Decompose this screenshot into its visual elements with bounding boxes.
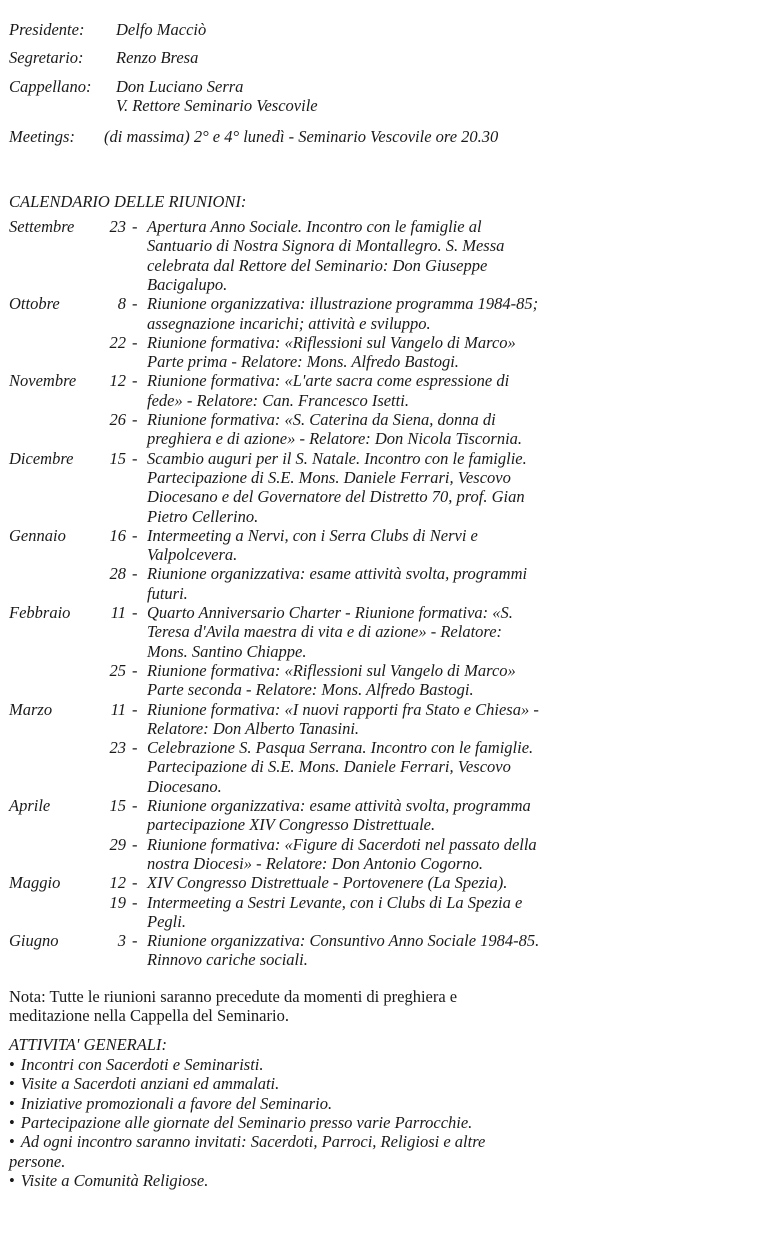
calendar-dash: - [132, 603, 138, 622]
calendar-day: 3 [117, 931, 126, 951]
calendar-month: Novembre [9, 371, 77, 391]
calendar-day: 25 [109, 660, 126, 680]
calendar-description-line: Santuario di Nostra Signora di Montallegro. S. Messa [147, 236, 505, 256]
activity-item [9, 1094, 749, 1113]
calendar-month: Settembre [9, 217, 75, 236]
calendar-description-line: Intermeeting a Sestri Levante, con i Clubs di La Spezia e [147, 892, 523, 912]
calendar-day: 26 [109, 410, 126, 429]
calendar-dash: - [132, 796, 138, 815]
calendar-dash: - [132, 873, 138, 893]
calendar-dash: - [132, 834, 138, 854]
calendar-description-line: Pietro Cellerino. [147, 506, 259, 526]
calendar-description-line: Apertura Anno Sociale. Incontro con le famiglie al [147, 217, 482, 236]
calendar-description-line: Diocesano e del Governatore del Distretto 70, prof. Gian [147, 487, 525, 507]
activity-item [9, 1113, 749, 1132]
activity-text: Ad ogni incontro saranno invitati: Sacerdoti, Parroci, Religiosi e altre [20, 1132, 486, 1152]
calendar-description-line: Mons. Santino Chiappe. [147, 641, 307, 661]
calendar-description-line: XIV Congresso Distrettuale - Portovenere (La Spezia). [147, 873, 508, 893]
calendar-description-line: Parte seconda - Relatore: Mons. Alfredo Bastogi. [147, 680, 474, 700]
bullet-icon: • [9, 1093, 15, 1113]
calendar-description-line: Teresa d'Avila maestra di vita e di azione» - Relatore: [147, 622, 503, 642]
activity-text: Visite a Comunità Religiose. [20, 1170, 209, 1190]
calendar-description-line: Relatore: Don Alberto Tanasini. [147, 718, 360, 738]
calendar-dash: - [132, 892, 138, 912]
calendar-month: Maggio [9, 873, 61, 893]
calendar-description-line: nostra Diocesi» - Relatore: Don Antonio Cogorno. [147, 853, 483, 873]
calendar-description-line: Riunione organizzativa: esame attività svolta, programma [147, 796, 531, 815]
calendar-month: Febbraio [9, 603, 71, 622]
note-line-1: Nota: Tutte le riunioni saranno precedute da momenti di preghiera e [9, 987, 458, 1006]
calendar-dash: - [132, 699, 138, 719]
calendar-description-line: Scambio auguri per il S. Natale. Incontro con le famiglie. [147, 448, 527, 468]
calendar-description-line: preghiera e di azione» - Relatore: Don Nicola Tiscornia. [147, 429, 523, 449]
calendar-description-line: assegnazione incarichi; attività e sviluppo. [147, 313, 431, 333]
bullet-icon: • [9, 1074, 15, 1094]
presidente-value: Delfo Macciò [116, 20, 207, 39]
calendar-description-line: Riunione formativa: «I nuovi rapporti fra Stato e Chiesa» - [147, 699, 539, 719]
calendar-day: 12 [109, 873, 126, 893]
calendar-description-line: Riunione formativa: «L'arte sacra come espressione di [147, 371, 510, 391]
calendar-day: 16 [109, 525, 126, 545]
calendar-day: 15 [109, 796, 126, 815]
calendar-description-line: Riunione formativa: «Riflessioni sul Vangelo di Marco» [147, 332, 516, 352]
calendar-day: 23 [109, 738, 126, 758]
calendar-day: 8 [117, 294, 126, 314]
calendar-description-line: partecipazione XIV Congresso Distrettuale. [147, 815, 436, 835]
cappellano-title: V. Rettore Seminario Vescovile [116, 96, 318, 115]
cappellano-value: Don Luciano Serra [116, 77, 244, 96]
calendar-day: 11 [110, 603, 126, 622]
activity-item [9, 1074, 749, 1093]
calendar-description-line: Parte prima - Relatore: Mons. Alfredo Bastogi. [147, 352, 459, 372]
calendar-description-line: celebrata dal Rettore del Seminario: Don Giuseppe [147, 255, 488, 275]
calendar-description-line: Riunione formativa: «S. Caterina da Siena, donna di [147, 410, 496, 429]
bullet-icon: • [9, 1170, 15, 1190]
activity-item [9, 1055, 749, 1074]
calendar-dash: - [132, 294, 138, 314]
calendar-month: Dicembre [9, 448, 74, 468]
activity-text: Incontri con Sacerdoti e Seminaristi. [20, 1055, 264, 1074]
calendar-dash: - [132, 217, 138, 236]
calendar-description-line: Pegli. [147, 911, 186, 931]
calendar-description-line: Diocesano. [147, 776, 222, 796]
calendar-day: 19 [109, 892, 126, 912]
activity-item [9, 1152, 749, 1171]
activities-title: ATTIVITA' GENERALI: [9, 1035, 167, 1054]
calendar-description-line: Quarto Anniversario Charter - Riunione formativa: «S. [147, 603, 513, 622]
bullet-icon: • [9, 1112, 15, 1132]
calendar-day: 12 [109, 371, 126, 391]
calendar-description-line: Riunione formativa: «Riflessioni sul Vangelo di Marco» [147, 660, 516, 680]
cappellano-label: Cappellano: [9, 77, 92, 96]
calendar-month: Gennaio [9, 525, 66, 545]
calendar-dash: - [132, 931, 138, 951]
calendar-dash: - [132, 660, 138, 680]
segretario-value: Renzo Bresa [116, 48, 199, 67]
calendar-description-line: Celebrazione S. Pasqua Serrana. Incontro con le famiglie. [147, 738, 534, 758]
calendar-dash: - [132, 738, 138, 758]
calendar-month: Ottobre [9, 294, 60, 314]
calendar-dash: - [132, 332, 138, 352]
activity-text: Visite a Sacerdoti anziani ed ammalati. [20, 1074, 280, 1094]
calendar-month: Aprile [9, 796, 51, 815]
calendar-description-line: Valpolcevera. [147, 545, 238, 565]
calendar-description-line: Partecipazione di S.E. Mons. Daniele Ferrari, Vescovo [147, 757, 511, 777]
calendar-description-line: Bacigalupo. [147, 274, 228, 294]
calendar-description-line: Riunione organizzativa: illustrazione programma 1984-85; [147, 294, 539, 314]
meetings-value: (di massima) 2° e 4° lunedì - Seminario Vescovile ore 20.30 [104, 127, 499, 146]
activity-text: persone. [9, 1151, 66, 1171]
calendar-description-line: Rinnovo cariche sociali. [147, 950, 308, 970]
calendar-month: Giugno [9, 931, 59, 951]
calendar-description-line: Riunione organizzativa: esame attività svolta, programmi [147, 564, 528, 584]
calendar-day: 15 [109, 448, 126, 468]
bullet-icon: • [9, 1055, 15, 1074]
calendar-description-line: Partecipazione di S.E. Mons. Daniele Ferrari, Vescovo [147, 467, 511, 487]
calendar-description-line: Intermeeting a Nervi, con i Serra Clubs di Nervi e [147, 525, 478, 545]
calendar-dash: - [132, 448, 138, 468]
activity-item [9, 1171, 749, 1190]
calendar-description-line: futuri. [147, 583, 188, 603]
calendar-dash: - [132, 371, 138, 391]
note-line-2: meditazione nella Cappella del Seminario. [9, 1006, 289, 1025]
calendar-day: 23 [109, 217, 126, 236]
calendar-day: 28 [109, 564, 126, 584]
calendar-description-line: fede» - Relatore: Can. Francesco Isetti. [147, 390, 409, 410]
calendar-day: 11 [110, 699, 126, 719]
calendar-description-line: Riunione organizzativa: Consuntivo Anno Sociale 1984-85. [147, 931, 540, 951]
calendar-dash: - [132, 564, 138, 584]
segretario-label: Segretario: [9, 48, 84, 67]
activity-text: Partecipazione alle giornate del Seminario presso varie Parrocchie. [20, 1112, 473, 1132]
activity-text: Iniziative promozionali a favore del Seminario. [20, 1093, 333, 1113]
calendar-day: 29 [109, 834, 126, 854]
calendar-description-line: Riunione formativa: «Figure di Sacerdoti nel passato della [147, 834, 537, 854]
activity-item [9, 1132, 749, 1151]
presidente-label: Presidente: [9, 20, 85, 39]
calendar-day: 22 [109, 332, 126, 352]
calendar-dash: - [132, 525, 138, 545]
calendar-title: CALENDARIO DELLE RIUNIONI: [9, 192, 247, 211]
calendar-month: Marzo [9, 699, 53, 719]
calendar-dash: - [132, 410, 138, 429]
meetings-label: Meetings: [9, 127, 75, 146]
bullet-icon: • [9, 1132, 15, 1152]
